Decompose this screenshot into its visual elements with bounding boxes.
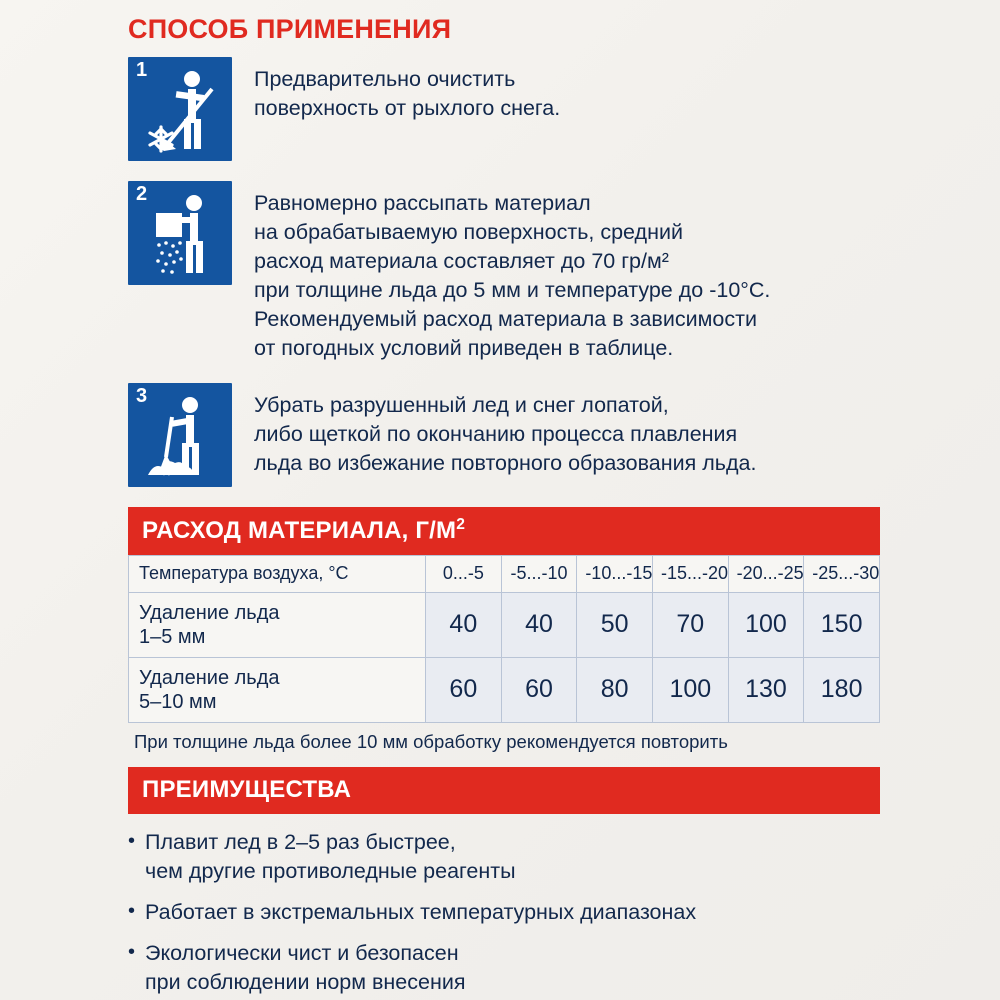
table-cell-value: 180 [804,657,880,722]
table-cell-value: 40 [501,592,577,657]
table-header-temp: -15...-20 [652,556,728,593]
table-header-temp: 0...-5 [426,556,502,593]
table-cell-value: 40 [426,592,502,657]
table-header-temp: -25...-30 [804,556,880,593]
list-item [128,898,880,927]
advantage-line: при соблюдении норм внесения [145,969,466,994]
table-header-temp: -5...-10 [501,556,577,593]
table-row [129,592,880,657]
table-row-label [129,657,426,722]
step-text-line: Равномерно рассыпать материал [254,191,591,215]
consumption-title-bar [128,507,880,555]
step-text-line: либо щеткой по окончанию процесса плавления [254,422,738,447]
list-item [128,939,880,997]
step-number: 2 [136,183,148,205]
table-header-temp: -20...-25 [728,556,804,593]
table-note: При толщине льда более 10 мм обработку рекомендуется повторить [134,730,728,752]
advantage-text [145,939,465,997]
table-header-label: Температура воздуха, °С [129,556,426,593]
table-cell-value: 100 [728,592,804,657]
table-cell-value: 60 [426,657,502,722]
step-2-text [232,181,770,363]
row-label-line2: 5–10 мм [139,690,217,713]
step-text-line: на обрабатываемую поверхность, средний [254,220,683,245]
advantage-text [145,898,696,927]
advantage-text [145,828,516,886]
list-item [128,828,880,886]
table-cell-value: 60 [501,657,577,722]
consumption-table [128,555,880,723]
advantages-title-bar: ПРЕИМУЩЕСТВА [128,767,880,814]
step-text-line: льда во избежание повторного образования льда. [254,451,757,476]
table-row-label [129,592,426,657]
table-cell-value: 80 [577,657,653,722]
step-2-icon-tile [128,181,232,285]
step-text-line: поверхность от рыхлого снега. [254,96,561,121]
table-row [129,657,880,722]
table-header-temp: -10...-15 [577,556,653,593]
table-header-row [129,556,880,593]
consumption-section [128,507,880,753]
shovel-snowflake-icon [128,57,232,161]
usage-step [128,181,880,363]
step-text-line: от погодных условий приведен в таблице. [254,336,674,361]
step-1-text [232,57,560,123]
usage-section-title: СПОСОБ ПРИМЕНЕНИЯ [128,14,452,44]
step-1-icon-tile [128,57,232,161]
bullet-icon: • [128,899,136,922]
table-cell-value: 150 [804,592,880,657]
spreading-granules-icon [128,181,232,285]
bullet-icon: • [128,829,136,852]
row-label-line1: Удаление льда [139,666,280,689]
step-3-icon-tile [128,383,232,487]
table-cell-value: 100 [652,657,728,722]
step-3-text [232,383,756,478]
broom-sweeping-icon [128,383,232,487]
table-cell-value: 50 [577,592,653,657]
advantage-line: Работает в экстремальных температурных диапазонах [145,899,697,924]
usage-steps-list [128,57,880,487]
advantage-line: Экологически чист и безопасен [145,940,459,965]
usage-step [128,57,880,161]
advantage-line: чем другие противоледные реагенты [145,858,516,883]
row-label-line1: Удаление льда [139,601,280,624]
row-label-line2: 1–5 мм [139,625,206,648]
consumption-title-text: РАСХОД МАТЕРИАЛА, Г/М [142,517,457,545]
step-text-line: при толщине льда до 5 мм и температуре до -10°С. [254,278,771,303]
step-text-line: Рекомендуемый расход материала в зависимости [254,307,757,332]
step-text-line: Предварительно очистить [254,67,516,91]
step-number: 1 [136,59,148,81]
step-number: 3 [136,385,148,408]
step-text-line: расход материала составляет до 70 гр/м² [254,249,669,274]
table-cell-value: 70 [652,592,728,657]
advantages-section [128,767,880,997]
consumption-title-superscript: 2 [456,516,466,534]
advantages-list [128,828,880,997]
advantage-line: Плавит лед в 2–5 раз быстрее, [145,829,456,854]
table-cell-value: 130 [728,657,804,722]
step-text-line: Убрать разрушенный лед и снег лопатой, [254,393,669,418]
bullet-icon: • [128,940,136,963]
usage-step [128,383,880,487]
